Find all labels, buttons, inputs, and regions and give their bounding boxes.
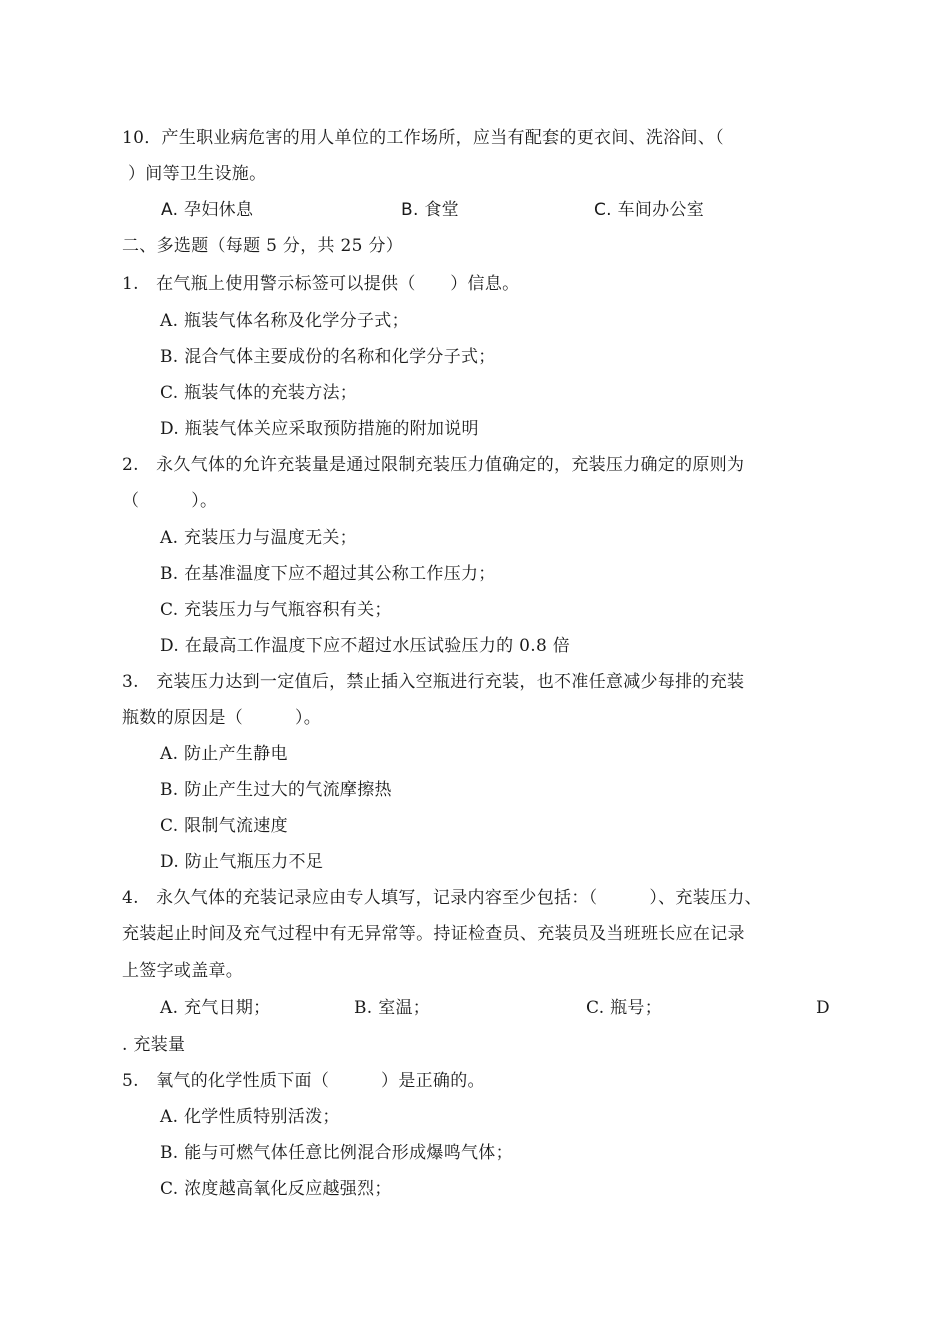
m4-option-b: B. 室温； [354, 998, 431, 1018]
m4-stem-line3: 上签字或盖章。 [122, 961, 244, 981]
m2-option-c: C. 充装压力与气瓶容积有关； [160, 600, 392, 620]
m4-stem-line2: 充装起止时间及充气过程中有无异常等。持证检查员、充装员及当班班长应在记录 [122, 924, 745, 944]
m5-option-c: C. 浓度越高氧化反应越强烈； [160, 1179, 392, 1199]
q10-stem-line1: 10．产生职业病危害的用人单位的工作场所，应当有配套的更衣间、洗浴间、（ [122, 128, 724, 148]
m2-option-d: D. 在最高工作温度下应不超过水压试验压力的 0.8 倍 [160, 636, 571, 656]
m2-option-a: A. 充装压力与温度无关； [160, 528, 357, 548]
m3-stem-line1: 3. 充装压力达到一定值后，禁止插入空瓶进行充装，也不准任意减少每排的充装 [122, 672, 745, 692]
m2-option-b: B. 在基准温度下应不超过其公称工作压力； [160, 564, 496, 584]
q10-stem-line2: ）间等卫生设施。 [128, 164, 267, 184]
m5-option-a: A. 化学性质特别活泼； [160, 1107, 340, 1127]
m4-option-d-text: . 充装量 [122, 1035, 186, 1055]
q10-option-a: A. 孕妇休息 [161, 200, 254, 220]
m4-stem-line1: 4. 永久气体的充装记录应由专人填写，记录内容至少包括：（ ）、充装压力、 [122, 888, 762, 908]
m3-option-c: C. 限制气流速度 [160, 816, 288, 836]
m1-option-c: C. 瓶装气体的充装方法； [160, 383, 358, 403]
m1-option-b: B. 混合气体主要成份的名称和化学分子式； [160, 347, 496, 367]
m4-option-a: A. 充气日期； [160, 998, 271, 1018]
section-heading-multiple-choice: 二、多选题（每题 5 分，共 25 分） [122, 236, 404, 256]
m4-option-c: C. 瓶号； [586, 998, 663, 1018]
q10-option-b: B. 食堂 [401, 200, 459, 220]
m1-option-a: A. 瓶装气体名称及化学分子式； [160, 311, 409, 331]
m5-option-b: B. 能与可燃气体任意比例混合形成爆鸣气体； [160, 1143, 513, 1163]
q10-option-c: C. 车间办公室 [594, 200, 705, 220]
m3-option-a: A. 防止产生静电 [160, 744, 288, 764]
m2-stem-line2: （ ）。 [122, 491, 218, 511]
m4-option-d-letter: D [816, 998, 830, 1018]
m1-option-d: D. 瓶装气体关应采取预防措施的附加说明 [160, 419, 479, 439]
m3-stem-line2: 瓶数的原因是（ ）。 [122, 708, 322, 728]
m5-stem: 5. 氧气的化学性质下面（ ）是正确的。 [122, 1071, 485, 1091]
m1-stem: 1. 在气瓶上使用警示标签可以提供（ ）信息。 [122, 274, 520, 294]
m3-option-b: B. 防止产生过大的气流摩擦热 [160, 780, 392, 800]
m2-stem-line1: 2. 永久气体的允许充装量是通过限制充装压力值确定的，充装压力确定的原则为 [122, 455, 745, 475]
m3-option-d: D. 防止气瓶压力不足 [160, 852, 324, 872]
